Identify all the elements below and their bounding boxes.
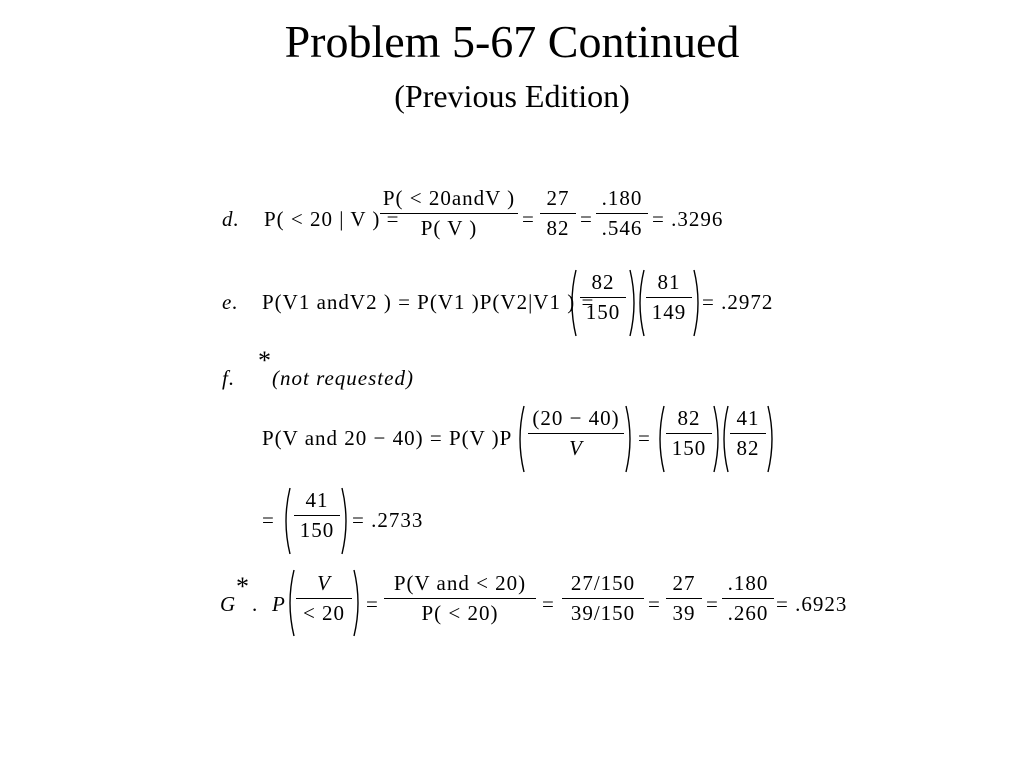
e-fraction-1 [580, 272, 626, 323]
equals-sign: = [638, 426, 651, 450]
label-f: f. [222, 366, 236, 390]
e-fraction-2-denominator: 149 [651, 300, 687, 324]
f-note: (not requested) [272, 366, 414, 390]
slide-subtitle: (Previous Edition) [394, 78, 630, 114]
left-paren-icon [656, 404, 666, 474]
g-fraction-2 [384, 573, 536, 624]
g-fraction-2-numerator: P(V and < 20) [393, 571, 527, 595]
f-line-2-result: = .2733 [352, 508, 424, 532]
label-d: d. [222, 207, 240, 231]
equals-sign: = [262, 508, 275, 532]
f-fraction-1-numerator: (20 − 40) [532, 406, 620, 430]
d-lhs: P( < 20 | V ) = [264, 207, 400, 231]
g-fraction-1-denominator: < 20 [302, 601, 346, 625]
right-paren-icon [352, 568, 362, 638]
left-paren-icon [720, 404, 730, 474]
e-result: = .2972 [702, 290, 774, 314]
equals-sign: = [542, 592, 555, 616]
label-dot: . [252, 592, 259, 616]
g-result: = .6923 [776, 592, 848, 616]
d-fraction-2 [540, 188, 576, 239]
f-fraction-2 [666, 408, 712, 459]
d-fraction-1-denominator: P( V ) [420, 216, 478, 240]
right-paren-icon [692, 268, 702, 338]
left-paren-icon [636, 268, 646, 338]
f-fraction-3-numerator: 41 [736, 406, 760, 430]
equals-sign: = [580, 207, 593, 231]
asterisk: * [236, 572, 249, 601]
f-fraction-2-denominator: 150 [671, 436, 707, 460]
e-fraction-1-numerator: 82 [591, 270, 615, 294]
g-fraction-3-denominator: 39/150 [570, 601, 636, 625]
f-fraction-4-denominator: 150 [299, 518, 335, 542]
d-fraction-3 [596, 188, 648, 239]
f-fraction-3 [730, 408, 766, 459]
d-fraction-1 [380, 188, 518, 239]
left-paren-icon [282, 486, 292, 556]
f-line-1-expression: P(V and 20 − 40) = P(V )P [262, 426, 513, 450]
f-fraction-2-numerator: 82 [677, 406, 701, 430]
g-fraction-2-denominator: P( < 20) [421, 601, 499, 625]
label-e: e. [222, 290, 239, 314]
slide-title: Problem 5-67 Continued [284, 16, 740, 67]
d-fraction-1-numerator: P( < 20andV ) [382, 186, 516, 210]
equals-sign: = [366, 592, 379, 616]
left-paren-icon [568, 268, 578, 338]
d-fraction-3-denominator: .546 [601, 216, 643, 240]
asterisk: * [258, 346, 271, 375]
g-fraction-5 [722, 573, 774, 624]
g-fraction-4 [666, 573, 702, 624]
d-fraction-2-numerator: 27 [546, 186, 570, 210]
g-fraction-3 [562, 573, 644, 624]
e-fraction-2 [646, 272, 692, 323]
e-expression: P(V1 andV2 ) = P(V1 )P(V2|V1 ) = [262, 290, 595, 314]
e-fraction-2-numerator: 81 [657, 270, 681, 294]
g-fraction-5-denominator: .260 [727, 601, 769, 625]
f-fraction-4 [294, 490, 340, 541]
f-fraction-3-denominator: 82 [736, 436, 760, 460]
g-fraction-3-numerator: 27/150 [570, 571, 636, 595]
g-p-symbol: P [272, 592, 286, 616]
d-result: = .3296 [652, 207, 724, 231]
equals-sign: = [522, 207, 535, 231]
f-fraction-4-numerator: 41 [305, 488, 329, 512]
d-fraction-3-numerator: .180 [601, 186, 643, 210]
d-fraction-2-denominator: 82 [546, 216, 570, 240]
f-fraction-1-denominator: V [569, 436, 583, 460]
g-fraction-5-numerator: .180 [727, 571, 769, 595]
right-paren-icon [340, 486, 350, 556]
g-fraction-1 [296, 573, 352, 624]
left-paren-icon [286, 568, 296, 638]
equals-sign: = [648, 592, 661, 616]
left-paren-icon [516, 404, 526, 474]
g-fraction-4-numerator: 27 [672, 571, 696, 595]
g-fraction-1-numerator: V [317, 571, 331, 595]
equals-sign: = [706, 592, 719, 616]
label-g: G [220, 592, 237, 616]
g-fraction-4-denominator: 39 [672, 601, 696, 625]
right-paren-icon [766, 404, 776, 474]
e-fraction-1-denominator: 150 [585, 300, 621, 324]
right-paren-icon [624, 404, 634, 474]
f-fraction-1 [528, 408, 624, 459]
